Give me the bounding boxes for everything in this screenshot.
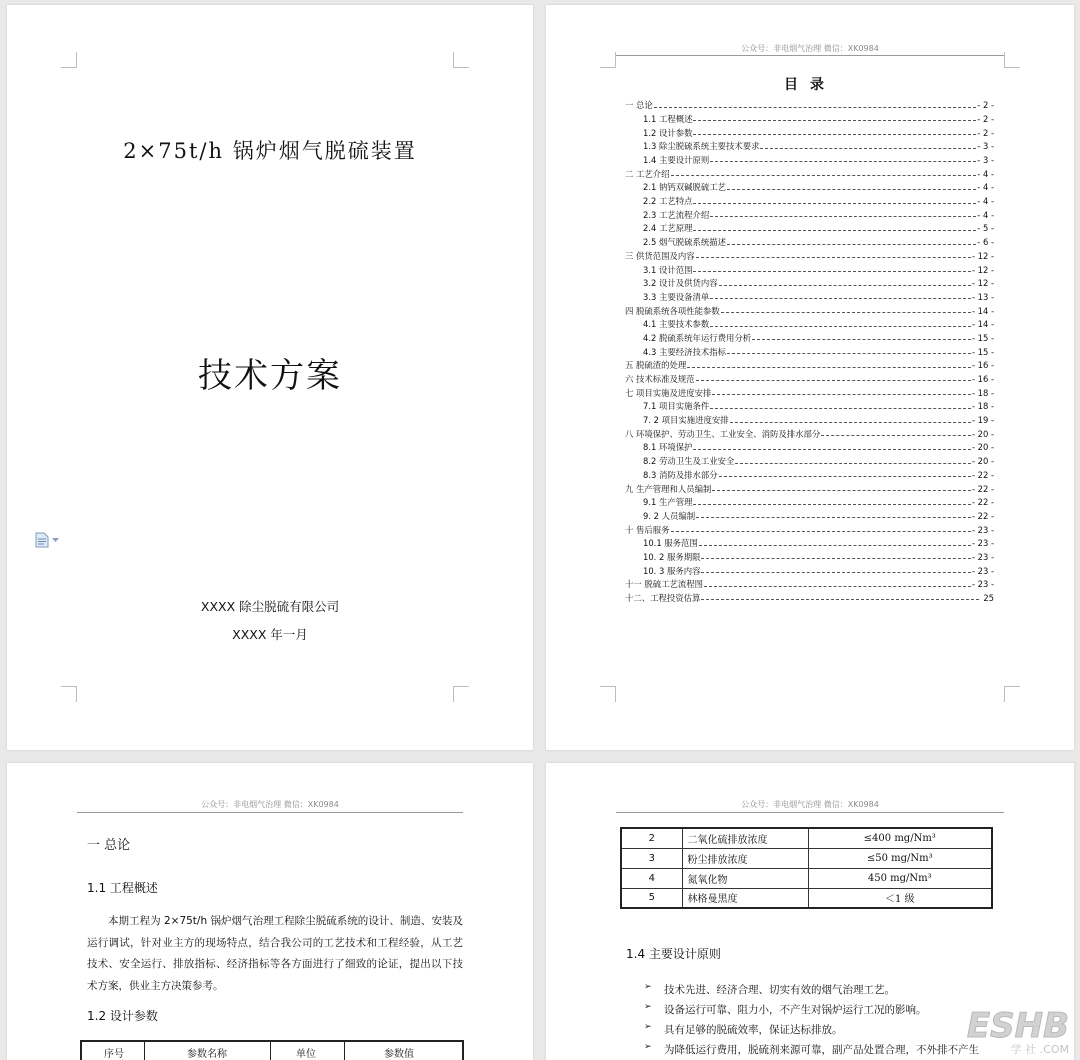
toc-leader — [727, 353, 971, 354]
toc-entry[interactable] — [625, 479, 994, 493]
toc-entry[interactable] — [625, 329, 994, 343]
toc-entry-label: 9. 2 人员编制 — [643, 510, 696, 521]
toc-entry[interactable] — [625, 96, 994, 110]
toc-leader — [821, 435, 971, 436]
toc-leader — [671, 531, 971, 532]
table-row — [621, 888, 992, 908]
table-header-cell: 序号 — [104, 1049, 124, 1060]
toc-page-number: - 4 - — [977, 209, 994, 220]
toc-entry[interactable] — [625, 288, 994, 302]
toc-leader — [710, 298, 971, 299]
row-number: 5 — [621, 888, 682, 908]
site-watermark — [894, 1003, 1074, 1059]
toc-entry[interactable] — [625, 342, 994, 356]
table-header-cell: 参数值 — [384, 1049, 414, 1060]
toc-entry-label: 4.3 主要经济技术指标 — [643, 346, 726, 357]
toc-entry[interactable] — [625, 219, 994, 233]
toc-page-number: - 2 - — [977, 100, 994, 111]
toc-leader — [693, 504, 970, 505]
toc-entry[interactable] — [625, 561, 994, 575]
toc-entry[interactable] — [625, 425, 994, 439]
toc-entry[interactable] — [625, 534, 994, 548]
toc-entry-label: 3.1 设计范围 — [643, 264, 693, 275]
list-item-text: 技术先进、经济合理、切实有效的烟气治理工艺。 — [664, 984, 895, 996]
toc-page-number: - 22 - — [971, 483, 994, 494]
toc-entry[interactable] — [625, 164, 994, 178]
toc-entry-label: 4.1 主要技术参数 — [643, 319, 710, 330]
toc-entry-label: 六 技术标准及规范 — [625, 374, 695, 385]
toc-entry[interactable] — [625, 370, 994, 384]
toc-page-number: - 3 - — [977, 155, 994, 166]
toc-entry-label: 五 脱硫渣的处理 — [625, 360, 687, 371]
toc-leader — [701, 558, 970, 559]
toc-entry-label: 10. 3 服务内容 — [643, 565, 701, 576]
toc-leader — [752, 339, 971, 340]
toc-leader — [687, 367, 971, 368]
crop-mark — [1004, 52, 1020, 68]
toc-list — [625, 96, 994, 602]
toc-entry-label: 10.1 服务范围 — [643, 538, 698, 549]
toc-entry-label: 2.1 钠钙双碱脱硫工艺 — [643, 182, 726, 193]
toc-page-number: - 23 - — [971, 565, 994, 576]
toc-leader — [693, 449, 970, 450]
toc-title: 目录 — [784, 77, 836, 93]
toc-entry[interactable] — [625, 575, 994, 589]
toc-leader — [710, 161, 976, 162]
crop-mark — [1004, 686, 1020, 702]
header-rule — [77, 812, 463, 813]
toc-page-number: - 18 - — [971, 401, 994, 412]
toc-leader — [719, 285, 971, 286]
toc-entry-label: 8.1 环境保护 — [643, 442, 693, 453]
toc-leader — [696, 257, 971, 258]
toc-page-number: - 12 - — [971, 264, 994, 275]
toc-entry-label: 七 项目实施及进度安排 — [625, 387, 712, 398]
toc-page-number: - 4 - — [977, 168, 994, 179]
page-header: 公众号：非电烟气治理 微信：XK0984 — [201, 800, 339, 809]
crop-mark — [453, 52, 469, 68]
toc-leader — [693, 134, 976, 135]
arrow-bullet-icon: ➢ — [644, 982, 652, 992]
toc-leader — [693, 203, 976, 204]
param-name: 氮氧化物 — [682, 868, 808, 888]
toc-leader — [693, 230, 976, 231]
cover-company: XXXX 除尘脱硫有限公司 — [200, 599, 340, 614]
cover-page — [7, 5, 533, 750]
toc-page-number: - 13 - — [971, 291, 994, 302]
toc-entry-label: 1.3 除尘脱硫系统主要技术要求 — [643, 141, 760, 152]
toc-entry[interactable] — [625, 356, 994, 370]
toc-page-number: - 15 - — [971, 332, 994, 343]
toc-page-number: - 4 - — [977, 182, 994, 193]
row-number: 3 — [621, 848, 682, 868]
toc-entry[interactable] — [625, 548, 994, 562]
toc-leader — [696, 517, 971, 518]
list-item-text: 设备运行可靠、阻力小，不产生对锅炉运行工况的影响。 — [664, 1004, 927, 1016]
toc-entry-label: 2.3 工艺流程介绍 — [643, 209, 710, 220]
page-header: 公众号：非电烟气治理 微信：XK0984 — [741, 800, 879, 809]
toc-leader — [719, 476, 971, 477]
toc-entry[interactable] — [625, 192, 994, 206]
document-options-button[interactable] — [35, 532, 59, 548]
toc-page-number: 25 — [983, 593, 994, 604]
toc-page-number: - 4 - — [977, 196, 994, 207]
toc-page-number: - 3 - — [977, 141, 994, 152]
toc-entry-label: 3.2 设计及供货内容 — [643, 278, 718, 289]
subsection-heading: 1.1 工程概述 — [87, 881, 158, 895]
cover-main-title: 技术方案 — [198, 356, 342, 396]
param-value: ≤50 mg/Nm³ — [808, 848, 992, 868]
document-icon — [35, 532, 49, 548]
toc-entry-label: 3.3 主要设备清单 — [643, 291, 710, 302]
toc-entry-label: 四 脱硫系统各项性能参数 — [625, 305, 720, 316]
watermark-logo: ESHB — [966, 1006, 1069, 1046]
cover-title: 2×75t/h 锅炉烟气脱硫装置 — [123, 139, 417, 163]
toc-entry-label: 7.1 项目实施条件 — [643, 401, 710, 412]
header-rule — [616, 55, 1004, 56]
param-name: 二氧化硫排放浓度 — [682, 828, 808, 848]
table-divider — [344, 1042, 345, 1060]
toc-leader — [701, 572, 970, 573]
table-row — [621, 828, 992, 848]
toc-page-number: - 2 - — [977, 127, 994, 138]
parameter-table-header — [80, 1040, 464, 1060]
overview-paragraph: 本期工程为 2×75t/h 锅炉烟气治理工程除尘脱硫系统的设计、制造、安装及运行调试，针对业主方的现场特点，结合我公司的工艺技术和工程经验，从工艺技术、安全运行、排放指标、经济指标等各方面进行了细致的论证，提出以下技术方案，供业主方决策参考。 — [87, 915, 463, 992]
toc-page-number: - 14 - — [971, 305, 994, 316]
list-item-text: 具有足够的脱硫效率，保证达标排放。 — [664, 1024, 843, 1036]
toc-page-number: - 22 - — [971, 510, 994, 521]
toc-entry-label: 十二、工程投资估算 — [625, 593, 701, 604]
toc-entry[interactable] — [625, 397, 994, 411]
toc-entry-label: 1.2 设计参数 — [643, 127, 693, 138]
param-name: 林格曼黑度 — [682, 888, 808, 908]
arrow-bullet-icon: ➢ — [644, 1022, 652, 1032]
toc-entry[interactable] — [625, 123, 994, 137]
toc-entry[interactable] — [625, 452, 994, 466]
toc-entry-label: 2.2 工艺特点 — [643, 196, 693, 207]
toc-page-number: - 20 - — [971, 442, 994, 453]
toc-entry-label: 2.5 烟气脱硫系统描述 — [643, 237, 726, 248]
toc-entry[interactable] — [625, 260, 994, 274]
toc-page-number: - 20 - — [971, 456, 994, 467]
toc-leader — [654, 107, 977, 108]
toc-entry[interactable] — [625, 178, 994, 192]
crop-mark — [61, 686, 77, 702]
toc-entry-label: 一 总论 — [625, 100, 653, 111]
param-name: 粉尘排放浓度 — [682, 848, 808, 868]
toc-entry-label: 7. 2 项目实施进度安排 — [643, 415, 729, 426]
toc-page-number: - 6 - — [977, 237, 994, 248]
toc-page-number: - 14 - — [971, 319, 994, 330]
arrow-bullet-icon: ➢ — [644, 1042, 652, 1052]
section-heading: 一 总论 — [87, 838, 131, 853]
toc-entry-label: 1.4 主要设计原则 — [643, 155, 710, 166]
toc-leader — [760, 148, 976, 149]
param-value: ≤400 mg/Nm³ — [808, 828, 992, 848]
toc-entry[interactable] — [625, 233, 994, 247]
toc-leader — [710, 216, 976, 217]
toc-entry-label: 2.4 工艺原理 — [643, 223, 693, 234]
row-number: 2 — [621, 828, 682, 848]
toc-entry-label: 八 环境保护、劳动卫生、工业安全、消防及排水部分 — [625, 428, 821, 439]
toc-entry[interactable] — [625, 151, 994, 165]
toc-page — [546, 5, 1074, 750]
toc-page-number: - 12 - — [971, 278, 994, 289]
toc-page-number: - 18 - — [971, 387, 994, 398]
toc-entry-label: 4.2 脱硫系统年运行费用分析 — [643, 332, 752, 343]
toc-page-number: - 2 - — [977, 113, 994, 124]
toc-entry[interactable] — [625, 520, 994, 534]
table-row — [621, 848, 992, 868]
list-item-text: 为降低运行费用，脱硫剂来源可靠，副产品处置合理，不外排不产生 — [664, 1044, 979, 1056]
parameter-table — [620, 827, 993, 909]
toc-entry-label: 二 工艺介绍 — [625, 168, 670, 179]
table-divider — [270, 1042, 271, 1060]
param-value: 450 mg/Nm³ — [808, 868, 992, 888]
toc-entry-label: 十 售后服务 — [625, 524, 670, 535]
section-page — [7, 763, 533, 1060]
crop-mark — [600, 52, 616, 68]
crop-mark — [600, 686, 616, 702]
toc-entry[interactable] — [625, 411, 994, 425]
toc-entry-label: 九 生产管理和人员编制 — [625, 483, 712, 494]
toc-leader — [699, 545, 971, 546]
toc-entry-label: 十一 脱硫工艺流程图 — [625, 579, 704, 590]
toc-leader — [710, 408, 971, 409]
toc-entry[interactable] — [625, 493, 994, 507]
toc-entry-label: 9.1 生产管理 — [643, 497, 693, 508]
table-header-cell: 单位 — [296, 1049, 316, 1060]
toc-page-number: - 23 - — [971, 551, 994, 562]
toc-leader — [671, 175, 977, 176]
toc-leader — [721, 312, 971, 313]
toc-page-number: - 15 - — [971, 346, 994, 357]
toc-entry[interactable] — [625, 247, 994, 261]
toc-page-number: - 22 - — [971, 497, 994, 508]
param-value: ＜1 级 — [808, 888, 992, 908]
toc-leader — [693, 271, 970, 272]
toc-page-number: - 20 - — [971, 428, 994, 439]
toc-entry-label: 10. 2 服务期限 — [643, 551, 701, 562]
crop-mark — [61, 52, 77, 68]
toc-leader — [735, 463, 971, 464]
toc-leader — [727, 244, 976, 245]
chevron-down-icon — [52, 538, 59, 543]
toc-entry-label: 1.1 工程概述 — [643, 113, 693, 124]
toc-leader — [696, 380, 971, 381]
toc-leader — [712, 490, 971, 491]
toc-entry[interactable] — [625, 507, 994, 521]
crop-mark — [453, 686, 469, 702]
toc-leader — [710, 326, 971, 327]
toc-entry-label: 8.2 劳动卫生及工业安全 — [643, 456, 735, 467]
list-item — [644, 982, 1044, 1002]
toc-page-number: - 23 - — [971, 579, 994, 590]
toc-page-number: - 22 - — [971, 469, 994, 480]
toc-entry[interactable] — [625, 438, 994, 452]
table-header-cell: 参数名称 — [187, 1049, 227, 1060]
page-header: 公众号：非电烟气治理 微信：XK0984 — [741, 44, 879, 53]
toc-entry[interactable] — [625, 301, 994, 315]
toc-page-number: - 19 - — [971, 415, 994, 426]
toc-entry-label: 三 供货范围及内容 — [625, 250, 695, 261]
toc-page-number: - 12 - — [971, 250, 994, 261]
toc-page-number: - 23 - — [971, 524, 994, 535]
toc-entry-label: 8.3 消防及排水部分 — [643, 469, 718, 480]
toc-leader — [701, 599, 979, 600]
toc-leader — [727, 189, 976, 190]
subsection-heading: 1.4 主要设计原则 — [626, 947, 721, 961]
toc-page-number: - 16 - — [971, 360, 994, 371]
toc-page-number: - 16 - — [971, 374, 994, 385]
toc-entry[interactable] — [625, 137, 994, 151]
toc-page-number: - 23 - — [971, 538, 994, 549]
toc-entry[interactable] — [625, 466, 994, 480]
toc-entry[interactable] — [625, 383, 994, 397]
table-divider — [144, 1042, 145, 1060]
table-row — [621, 868, 992, 888]
toc-entry[interactable] — [625, 110, 994, 124]
arrow-bullet-icon: ➢ — [644, 1002, 652, 1012]
toc-leader — [712, 394, 971, 395]
subsection-heading: 1.2 设计参数 — [87, 1009, 158, 1023]
header-rule — [616, 812, 1004, 813]
toc-page-number: - 5 - — [977, 223, 994, 234]
toc-leader — [693, 120, 976, 121]
toc-entry[interactable] — [625, 589, 994, 603]
row-number: 4 — [621, 868, 682, 888]
toc-entry[interactable] — [625, 274, 994, 288]
toc-leader — [704, 586, 971, 587]
cover-date: XXXX 年一月 — [232, 627, 308, 642]
toc-leader — [730, 422, 971, 423]
toc-entry[interactable] — [625, 315, 994, 329]
watermark-subtext: 学 社 .COM — [1010, 1043, 1069, 1056]
toc-entry[interactable] — [625, 206, 994, 220]
